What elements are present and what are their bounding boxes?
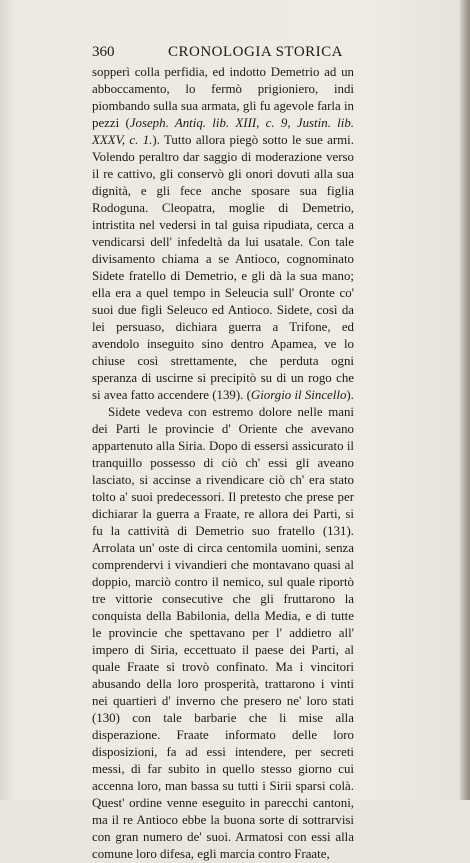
paragraph: [92, 404, 354, 863]
body-text: [92, 64, 354, 863]
italic-citation: Joseph. Antiq. lib. XIII, c. 9, Justin. lib. XXXV, c. 1.: [92, 116, 354, 147]
text-run: ).: [346, 388, 354, 402]
running-title: CRONOLOGIA STORICA: [168, 44, 343, 60]
text-run: sopperì colla perfidia, ed indotto Demetrio ad un abboccamento, lo fermò prigioniero, indi piombando sulla sua armata, gli fu agevole farla in pezzi (: [92, 65, 354, 130]
italic-citation: Giorgio il Sincello: [250, 388, 347, 402]
page-edge-shadow: [460, 0, 470, 800]
running-head: [92, 44, 364, 64]
page-number: 360: [92, 44, 115, 60]
text-run: ). Tutto allora piegò sotto le sue armi. Volendo peraltro dar saggio di moderazione verso il re cattivo, gli conservò gli onori dovuti alla sua dignità, e gli fece anche sposare sua figlia Rodoguna. Cleopatra, moglie di Demetrio, intristita nel vedersi in tal guisa ripudiata, cerca a vendicarsi dell' infedeltà da lui usatale. Con tale divisamento chiama a se Antioco, cognominato Sidete fratello di Demetrio, e gli dà la sua mano; ella era a quel tempo in Seleucia sull' Oronte co' suoi due figli Seleuco ed Antioco. Sidete, così da lei persuaso, dichiara guerra a Trifone, ed avendolo inseguito sino dentro Apamea, ve lo chiuse così strettamente, che perduta ogni speranza di uscirne si precipitò su di un rogo che si avea fatto accendere (139). (: [92, 133, 354, 402]
text-run: Sidete vedeva con estremo dolore nelle mani dei Parti le provincie d' Oriente che avevano appartenuto alla Siria. Dopo di essersi assicurato il tranquillo possesso di ciò ch' essi gli aveano lasciato, si accinse a rivendicare ciò ch' era stato tolto a' suoi predecessori. Il pretesto che prese per dichiarar la guerra a Fraate, re allora dei Parti, si fu la cattività di Demetrio suo fratello (131). Arrolata un' oste di circa centomila uomini, senza comprendervi i vivandieri che montavano quasi al doppio, marciò contro il nemico, sul quale riportò tre vittorie consecutive che gli fruttarono la conquista della Babilonia, della Media, e di tutte le provincie che spettavano per l' addietro all' impero di Siria, eccettuato il paese dei Parti, al quale Fraate si trovò confinato. Ma i vincitori abusando della loro prosperità, trattarono i vinti nei quartieri d' inverno che presero ne' loro stati (130) con tale barbarie che li mise alla disperazione. Fraate informato delle loro disposizioni, fa ad essi intendere, per secreti messi, di far subito in quello stesso giorno cui accenna loro, man bassa su tutti i Sirii sparsi colà. Quest' ordine venne eseguito in parecchi cantoni, ma il re Antioco ebbe la buona sorte di sottrarvisi con gran numero de' suoi. Armatosi con essi alla comune loro difesa, egli marcia contro Fraate,: [92, 405, 354, 861]
paragraph: [92, 64, 354, 404]
